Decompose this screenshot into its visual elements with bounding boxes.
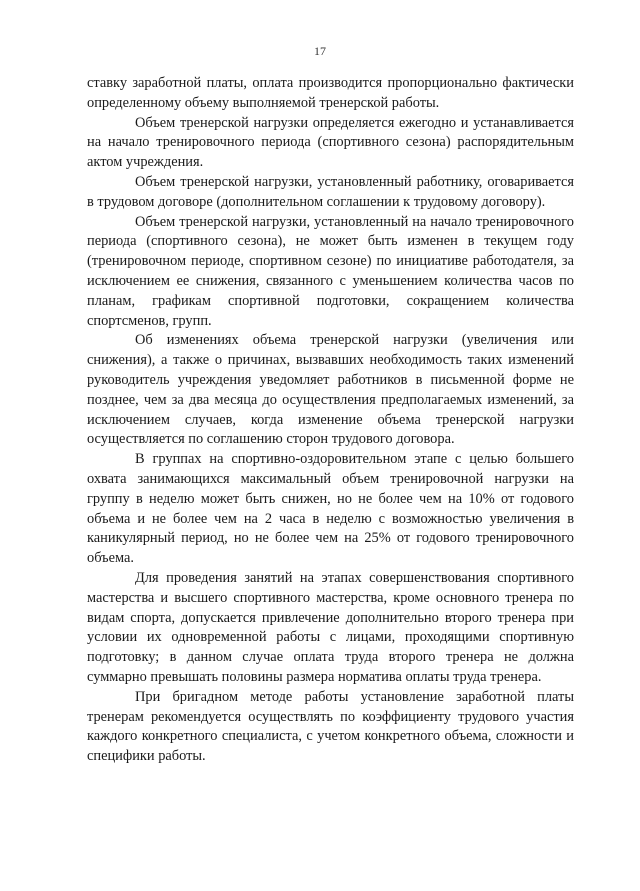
paragraph-brigade-method: При бригадном методе работы установление заработной платы тренерам рекомендуется осуществлять по коэффициенту трудового участия каждого конкретного специалиста, с учетом конкретного объема, сложности и специфики работы. <box>87 688 574 765</box>
paragraph-load-change-restriction: Объем тренерской нагрузки, установленный на начало тренировочного периода (спортивного сезона), не может быть изменен в текущем году (тренировочном периоде, спортивном сезоне) по инициативе работодателя, за исключением ее снижения, связанного с уменьшением количества часов по планам, графикам спортивной подготовки, сокращением количества спортсменов, групп. <box>87 213 574 329</box>
paragraph-load-in-contract: Объем тренерской нагрузки, установленный работнику, оговаривается в трудовом договоре (дополнительном соглашении к трудовому договору). <box>87 173 574 210</box>
paragraph-second-trainer: Для проведения занятий на этапах совершенствования спортивного мастерства и высшего спортивного мастерства, кроме основного тренера по видам спорта, допускается привлечение дополнительно второго тренера при условии их одновременной работы с лицами, проходящими спортивную подготовку; в данном случае оплата труда второго тренера не должна суммарно превышать половины размера норматива оплаты труда тренера. <box>87 569 574 685</box>
document-body <box>87 74 574 767</box>
paragraph-change-notification: Об изменениях объема тренерской нагрузки (увеличения или снижения), а также о причинах, вызвавших необходимость таких изменений руководитель учреждения уведомляет работников в письменной форме не позднее, чем за два месяца до осуществления предполагаемых изменений, за исключением случаев, когда изменение объема тренерской нагрузки осуществляется по соглашению сторон трудового договора. <box>87 332 574 448</box>
paragraph-continuation: ставку заработной платы, оплата производится пропорционально фактически определенному объему выполняемой тренерской работы. <box>87 75 574 111</box>
page-number: 17 <box>314 44 326 58</box>
paragraph-health-stage-groups: В группах на спортивно-оздоровительном этапе с целью большего охвата занимающихся максимальный объем тренировочной нагрузки на группу в неделю может быть снижен, но не более чем на 10% от годового объема и не более чем на 2 часа в неделю с возможностью увеличения в каникулярный период, но не более чем на 25% от годового тренировочного объема. <box>87 451 574 567</box>
paragraph-load-volume-annual: Объем тренерской нагрузки определяется ежегодно и устанавливается на начало тренировочного периода (спортивного сезона) распорядительным актом учреждения. <box>87 114 574 171</box>
